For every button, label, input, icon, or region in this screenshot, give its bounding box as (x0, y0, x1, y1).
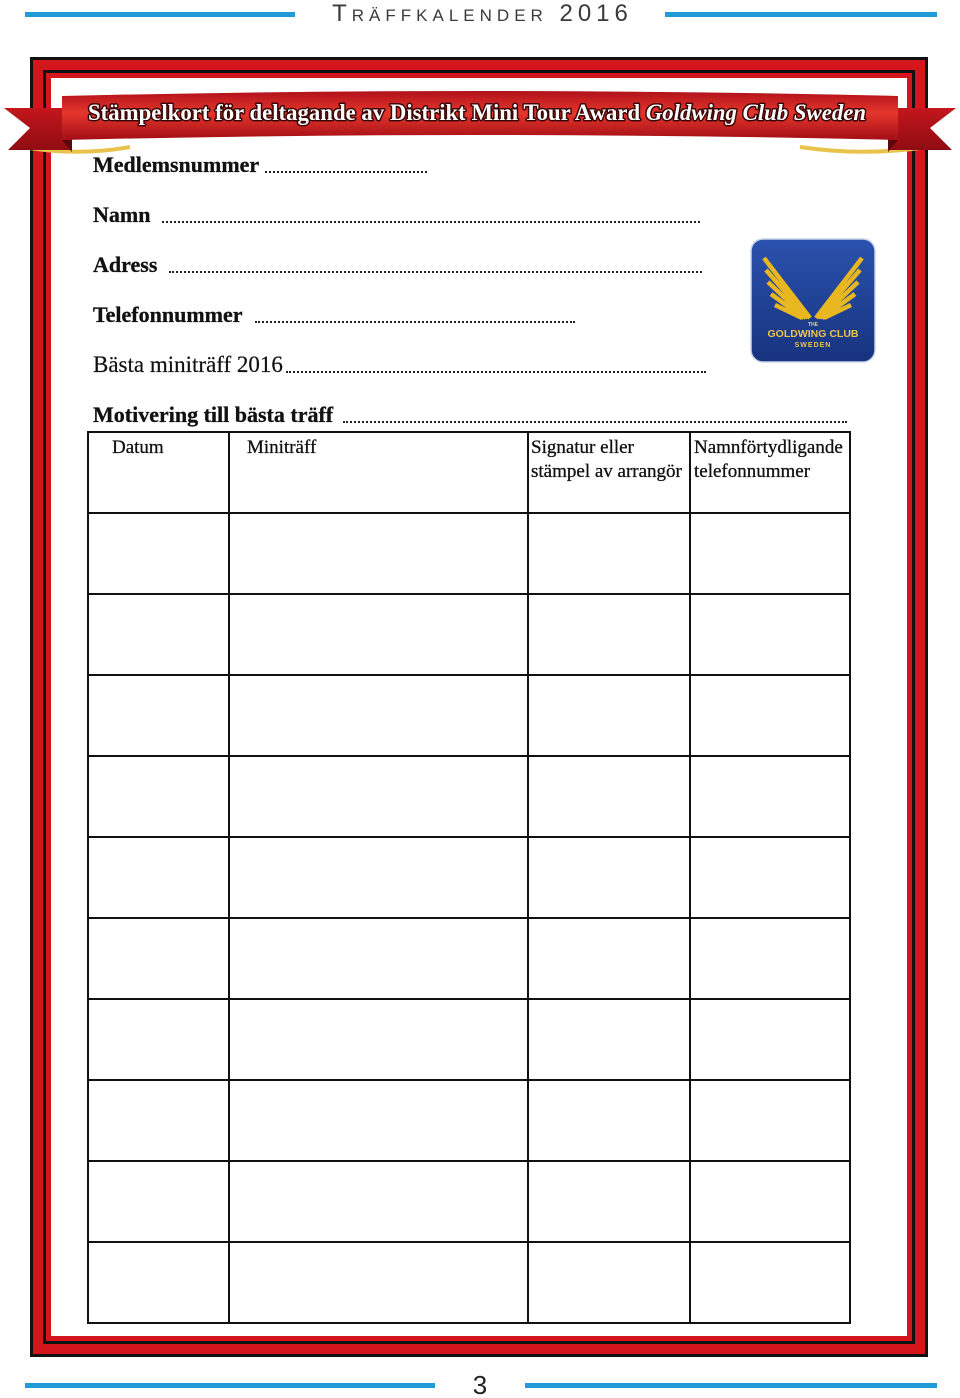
table-cell (88, 513, 229, 594)
table-cell (229, 594, 528, 675)
column-header-date: Datum (88, 432, 229, 513)
table-cell (528, 999, 690, 1080)
phone-label: Telefonnummer (93, 302, 243, 327)
table-cell (690, 594, 850, 675)
name-label: Namn (93, 202, 151, 227)
table-row (88, 1161, 850, 1242)
footer-rule-left (25, 1383, 435, 1388)
table-cell (690, 837, 850, 918)
table-row (88, 756, 850, 837)
table-cell (229, 1080, 528, 1161)
table-cell (229, 675, 528, 756)
ribbon-text-main: Stämpelkort för deltagande av Distrikt Mini Tour Award (88, 100, 646, 125)
page-number: 3 (472, 1370, 488, 1398)
table-cell (88, 1161, 229, 1242)
table-cell (88, 1080, 229, 1161)
address-label: Adress (93, 252, 158, 277)
table-cell (528, 756, 690, 837)
member-number-field (93, 152, 427, 178)
table-cell (528, 837, 690, 918)
table-cell (528, 675, 690, 756)
table-cell (229, 999, 528, 1080)
table-cell (88, 999, 229, 1080)
logo-country: SWEDEN (794, 342, 832, 349)
motivation-field (93, 402, 847, 428)
table-cell (88, 918, 229, 999)
table-cell (528, 1242, 690, 1323)
phone-field (93, 302, 575, 328)
table-cell (528, 918, 690, 999)
table-row (88, 1080, 850, 1161)
table-row (88, 1242, 850, 1323)
name-field (93, 202, 700, 228)
table-row (88, 837, 850, 918)
table-cell (690, 513, 850, 594)
address-line (169, 271, 702, 273)
table-cell (88, 594, 229, 675)
column-header-name-phone: Namnförtydligande telefonnummer (690, 432, 850, 513)
table-row (88, 594, 850, 675)
page-header-title: Träffkalender 2016 (332, 0, 633, 27)
table-cell (528, 594, 690, 675)
table-cell (229, 756, 528, 837)
table-cell (528, 1080, 690, 1161)
ribbon-tail-left (4, 108, 72, 150)
table-cell (229, 1242, 528, 1323)
table-cell (229, 513, 528, 594)
table-cell (690, 999, 850, 1080)
table-cell (690, 756, 850, 837)
table-row (88, 513, 850, 594)
column-header-meet: Miniträff (229, 432, 528, 513)
table-cell (229, 837, 528, 918)
table-cell (229, 1161, 528, 1242)
ribbon-banner (0, 80, 960, 160)
motivation-line (343, 421, 847, 423)
ribbon-banner-text (88, 100, 869, 125)
best-meet-line (286, 371, 706, 373)
table-cell (88, 756, 229, 837)
ribbon-text-club: Goldwing Club Sweden (645, 100, 869, 125)
logo-club-name: GOLDWING CLUB (767, 328, 859, 340)
goldwing-club-logo (750, 238, 876, 363)
attendance-table (87, 431, 851, 1324)
best-meet-label: Bästa miniträff 2016 (93, 352, 283, 377)
footer-rule-right (525, 1383, 937, 1388)
table-row (88, 675, 850, 756)
table-cell (229, 918, 528, 999)
member-number-line (265, 171, 427, 173)
table-row (88, 999, 850, 1080)
table-cell (690, 675, 850, 756)
name-line (162, 221, 700, 223)
ribbon-tail-right (888, 108, 956, 150)
table-cell (690, 1242, 850, 1323)
logo-small-text: THE (808, 322, 818, 328)
best-meet-field (93, 352, 706, 378)
table-header-row (88, 432, 850, 513)
table-cell (88, 837, 229, 918)
table-cell (88, 675, 229, 756)
table-cell (528, 513, 690, 594)
table-cell (690, 1080, 850, 1161)
phone-line (255, 321, 575, 323)
member-number-label: Medlemsnummer (93, 152, 260, 177)
address-field (93, 252, 702, 278)
table-cell (690, 918, 850, 999)
motivation-label: Motivering till bästa träff (93, 402, 334, 427)
column-header-signature: Signatur eller stämpel av arrangör (528, 432, 690, 513)
table-row (88, 918, 850, 999)
table-cell (528, 1161, 690, 1242)
table-cell (690, 1161, 850, 1242)
table-cell (88, 1242, 229, 1323)
